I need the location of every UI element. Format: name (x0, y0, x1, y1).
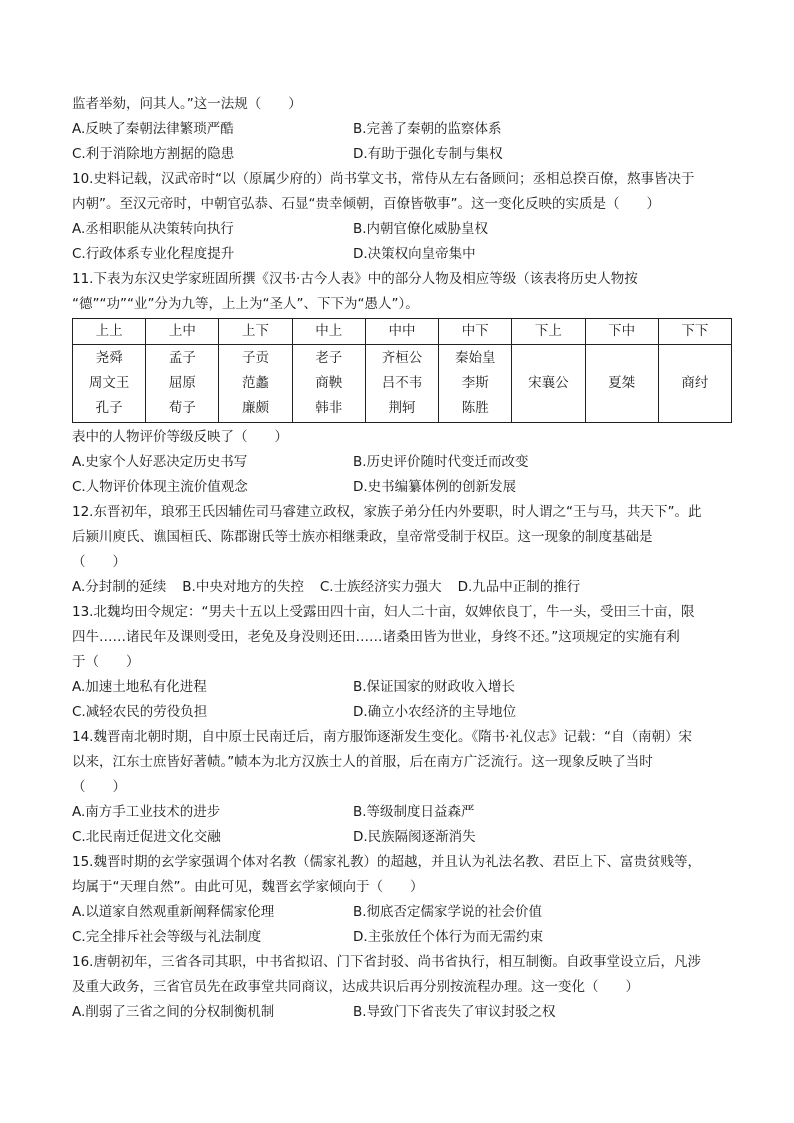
q13-stem-line: 四牛……诸民年及课则受田，老免及身没则还田……诸桑田皆为世业，身终不还。”这项规定的实施有利 (72, 629, 680, 645)
q10-option-c[interactable]: C.行政体系专业化程度提升 (72, 246, 235, 262)
table-header-cell: 上上 (73, 319, 146, 345)
q15-option-d[interactable]: D.主张放任个体行为而无需约束 (353, 929, 544, 945)
table-cell: 宋襄公 (512, 345, 585, 423)
q16-stem-line: 及重大政务，三省官员先在政事堂共同商议，达成共识后再分别按流程办理。这一变化（ ） (72, 979, 639, 995)
q14-option-b[interactable]: B.等级制度日益森严 (353, 804, 475, 820)
q9-option-b[interactable]: B.完善了秦朝的监察体系 (353, 121, 502, 137)
q14-option-d[interactable]: D.民族隔阂逐渐消失 (353, 829, 476, 845)
q15-stem-line: 均属于“天理自然”。由此可见，魏晋玄学家倾向于（ ） (72, 879, 424, 895)
person-name: 秦始皇 (454, 350, 496, 366)
q13-option-d[interactable]: D.确立小农经济的主导地位 (353, 704, 517, 720)
q11-option-b[interactable]: B.历史评价随时代变迁而改变 (353, 454, 529, 470)
person-name: 荀子 (168, 400, 196, 416)
person-name: 陈胜 (461, 400, 489, 416)
table-cell (73, 345, 146, 423)
person-name: 齐桓公 (381, 350, 423, 366)
q15-options-row-2 (72, 925, 732, 950)
q10-option-b[interactable]: B.内朝官僚化威胁皇权 (353, 221, 489, 237)
q11-stem-line: “德”“功”“业”分为九等，上上为“圣人”、下下为“愚人”）。 (72, 296, 419, 312)
table-cell: 商纣 (658, 345, 731, 423)
person-name: 孔子 (95, 400, 123, 416)
q13-options-row-2 (72, 700, 732, 725)
q9-options-row-1 (72, 117, 732, 142)
q12-option-a[interactable]: A.分封制的延续 (72, 579, 167, 595)
person-name: 屈原 (168, 375, 196, 391)
q14-options-row-1 (72, 800, 732, 825)
q12-option-c[interactable]: C.士族经济实力强大 (319, 579, 442, 595)
person-name: 吕不韦 (381, 375, 423, 391)
q11-option-a[interactable]: A.史家个人好恶决定历史书写 (72, 454, 248, 470)
table-cell (365, 345, 438, 423)
q12-option-d[interactable]: D.九品中正制的推行 (457, 579, 581, 595)
person-name: 子贡 (242, 350, 270, 366)
q10-option-d[interactable]: D.决策权向皇帝集中 (353, 246, 476, 262)
q16-option-a[interactable]: A.削弱了三省之间的分权制衡机制 (72, 1004, 275, 1020)
person-name: 老子 (315, 350, 343, 366)
person-name: 范蠡 (242, 375, 270, 391)
q12-stem-line: 12.东晋初年，琅邪王氏因辅佐司马睿建立政权，家族子弟分任内外要职，时人谓之“王与马，共天下”。此 (72, 504, 702, 520)
q11-options-row-2 (72, 475, 732, 500)
q13-option-b[interactable]: B.保证国家的财政收入增长 (353, 679, 516, 695)
q9-option-d[interactable]: D.有助于强化专制与集权 (353, 146, 503, 162)
q16-options-row-1 (72, 1000, 732, 1025)
q16-stem-line: 16.唐朝初年，三省各司其职，中书省拟诏、门下省封驳、尚书省执行，相互制衡。自政事堂设立后，凡涉 (72, 954, 701, 970)
q10-stem-line: 10.史料记载，汉武帝时“以（原属少府的）尚书掌文书，常侍从左右备顾问；丞相总揆百僚，熬事皆决于 (72, 171, 695, 187)
q9-options-row-2 (72, 142, 732, 167)
q11-stem-line: 11.下表为东汉史学家班固所撰《汉书·古今人表》中的部分人物及相应等级（该表将历史人物按 (72, 271, 638, 287)
person-name: 李斯 (461, 375, 489, 391)
q12-stem-line: （ ） (72, 554, 126, 570)
table-header-cell: 上下 (219, 319, 292, 345)
exam-page (72, 92, 732, 1025)
person-name: 商鞅 (315, 375, 343, 391)
q11-option-d[interactable]: D.史书编纂体例的创新发展 (353, 479, 517, 495)
q9-stem: 监者举劾，问其人。”这一法规（ ） (72, 96, 302, 112)
q13-options-row-1 (72, 675, 732, 700)
table-header-cell: 下上 (512, 319, 585, 345)
q15-options-row-1 (72, 900, 732, 925)
table-header-cell: 中上 (292, 319, 365, 345)
q15-stem-line: 15.魏晋时期的玄学家强调个体对名教（儒家礼教）的超越，并且认为礼法名教、君臣上下、富贵贫贱等， (72, 854, 701, 870)
table-header-cell: 中中 (365, 319, 438, 345)
q12-stem-line: 后颍川庾氏、谯国桓氏、陈郡谢氏等士族亦相继秉政，皇帝常受制于权臣。这一现象的制度基础是 (72, 529, 653, 545)
ranking-table (72, 318, 732, 423)
person-name: 韩非 (315, 400, 343, 416)
q14-stem-line: （ ） (72, 779, 126, 795)
q14-option-c[interactable]: C.北民南迁促进文化交融 (72, 829, 221, 845)
table-cell (146, 345, 219, 423)
ranking-table-row (73, 345, 732, 423)
q15-option-b[interactable]: B.彻底否定儒家学说的社会价值 (353, 904, 543, 920)
q13-stem-line: 13.北魏均田令规定：“男夫十五以上受露田四十亩，妇人二十亩，奴婢依良丁，牛一头，受田三十亩，限 (72, 604, 695, 620)
person-name: 孟子 (168, 350, 196, 366)
q10-options-row-1 (72, 217, 732, 242)
person-name: 荆轲 (388, 400, 416, 416)
table-header-cell: 下下 (658, 319, 731, 345)
table-cell (219, 345, 292, 423)
q11-question: 表中的人物评价等级反映了（ ） (72, 429, 288, 445)
table-cell: 夏桀 (585, 345, 658, 423)
q14-stem-line: 以来，江东士庶皆好著帻。”帻本为北方汉族士人的首服，后在南方广泛流行。这一现象反映了当时 (72, 754, 653, 770)
q16-option-b[interactable]: B.导致门下省丧失了审议封驳之权 (353, 1004, 556, 1020)
person-name: 周文王 (88, 375, 130, 391)
q13-stem-line: 于（ ） (72, 654, 140, 670)
table-header-cell: 上中 (146, 319, 219, 345)
table-cell (292, 345, 365, 423)
q14-stem-line: 14.魏晋南北朝时期，自中原士民南迁后，南方服饰逐渐发生变化。《隋书·礼仪志》记载：“自（南朝）宋 (72, 729, 693, 745)
q10-option-a[interactable]: A.丞相职能从决策转向执行 (72, 221, 234, 237)
q10-options-row-2 (72, 242, 732, 267)
ranking-table-header (73, 319, 732, 345)
table-cell (439, 345, 512, 423)
q14-option-a[interactable]: A.南方手工业技术的进步 (72, 804, 221, 820)
person-name: 廉颇 (242, 400, 270, 416)
q13-option-a[interactable]: A.加速土地私有化进程 (72, 679, 207, 695)
q9-option-c[interactable]: C.利于消除地方割据的隐患 (72, 146, 235, 162)
q11-option-c[interactable]: C.人物评价体现主流价值观念 (72, 479, 248, 495)
table-header-cell: 中下 (439, 319, 512, 345)
q12-option-b[interactable]: B.中央对地方的失控 (182, 579, 304, 595)
table-header-cell: 下中 (585, 319, 658, 345)
q11-options-row-1 (72, 450, 732, 475)
person-name: 尧舜 (95, 350, 123, 366)
q13-option-c[interactable]: C.减轻农民的劳役负担 (72, 704, 208, 720)
q10-stem-line: 内朝”。至汉元帝时，中朝官弘恭、石显“贵幸倾朝，百僚皆敬事”。这一变化反映的实质是（ ） (72, 196, 660, 212)
q15-option-a[interactable]: A.以道家自然观重新阐释儒家伦理 (72, 904, 275, 920)
q14-options-row-2 (72, 825, 732, 850)
q15-option-c[interactable]: C.完全排斥社会等级与礼法制度 (72, 929, 262, 945)
q9-option-a[interactable]: A.反映了秦朝法律繁琐严酷 (72, 121, 234, 137)
q12-options-row (72, 575, 732, 600)
